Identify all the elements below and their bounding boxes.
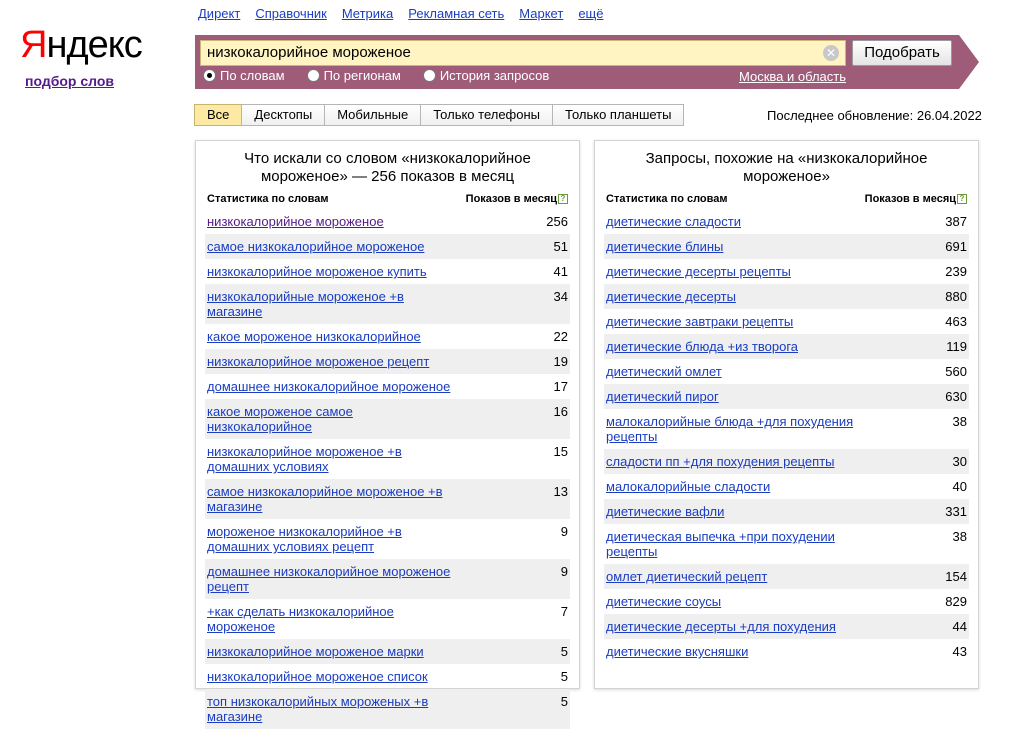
query-link[interactable]: диетический пирог	[606, 389, 719, 404]
query-link[interactable]: низкокалорийное мороженое рецепт	[207, 354, 430, 369]
clear-icon[interactable]: ✕	[823, 45, 839, 61]
query-link[interactable]: диетические вафли	[606, 504, 725, 519]
table-row	[604, 639, 969, 664]
query-link[interactable]: +как сделать низкокалорийное мороженое	[207, 604, 394, 634]
query-link[interactable]: диетический омлет	[606, 364, 722, 379]
query-link[interactable]: диетические сладости	[606, 214, 742, 229]
impressions-count: 41	[553, 264, 568, 279]
table-row	[604, 589, 969, 614]
table-row	[604, 359, 969, 384]
table-row	[604, 499, 969, 524]
search-mode-radios	[203, 68, 549, 83]
table-row	[205, 209, 570, 234]
query-link[interactable]: диетические завтраки рецепты	[606, 314, 794, 329]
device-tabs	[195, 104, 684, 126]
impressions-count: 38	[952, 414, 967, 429]
table-row	[604, 334, 969, 359]
table-row	[205, 599, 570, 639]
impressions-count: 256	[546, 214, 568, 229]
tab-tablets-only[interactable]: Только планшеты	[552, 104, 684, 126]
table-row	[205, 259, 570, 284]
query-link[interactable]: самое низкокалорийное мороженое +в магазине	[207, 484, 443, 514]
table-header	[196, 191, 579, 209]
query-link[interactable]: диетические десерты рецепты	[606, 264, 791, 279]
query-link[interactable]: диетические десерты +для похудения	[606, 619, 836, 634]
top-services-nav	[198, 6, 603, 21]
impressions-count: 40	[952, 479, 967, 494]
nav-link-help[interactable]: Справочник	[255, 6, 327, 21]
impressions-count: 51	[553, 239, 568, 254]
radio-label: История запросов	[439, 68, 550, 83]
table-row	[205, 284, 570, 324]
table-row	[604, 564, 969, 589]
query-link[interactable]: низкокалорийное мороженое марки	[207, 644, 424, 659]
column-header-count: Показов в месяц ?	[466, 191, 568, 209]
panel-title: Что искали со словом «низкокалорийное мороженое» — 256 показов в месяц	[244, 150, 531, 185]
table-row	[205, 639, 570, 664]
impressions-count: 880	[945, 289, 967, 304]
tab-mobile[interactable]: Мобильные	[324, 104, 421, 126]
panel-title: Запросы, похожие на «низкокалорийное мороженое»	[645, 150, 928, 185]
impressions-count: 5	[560, 644, 568, 659]
query-link[interactable]: низкокалорийное мороженое +в домашних условиях	[207, 444, 402, 474]
query-link[interactable]: домашнее низкокалорийное мороженое рецепт	[207, 564, 451, 594]
table-row	[604, 284, 969, 309]
search-input[interactable]: низкокалорийное мороженое	[200, 40, 846, 66]
impressions-count: 9	[560, 564, 568, 579]
query-link[interactable]: малокалорийные блюда +для похудения рецепты	[606, 414, 854, 444]
column-header-count: Показов в месяц ?	[865, 191, 967, 209]
table-row	[604, 309, 969, 334]
impressions-count: 30	[952, 454, 967, 469]
query-link[interactable]: диетические блюда +из творога	[606, 339, 799, 354]
query-link[interactable]: домашнее низкокалорийное мороженое	[207, 379, 451, 394]
table-row	[205, 664, 570, 689]
query-link[interactable]: низкокалорийные мороженое +в магазине	[207, 289, 404, 319]
query-link[interactable]: диетические соусы	[606, 594, 722, 609]
impressions-count: 829	[945, 594, 967, 609]
impressions-count: 7	[560, 604, 568, 619]
query-link[interactable]: малокалорийные сладости	[606, 479, 771, 494]
table-row	[205, 479, 570, 519]
table-row	[604, 234, 969, 259]
impressions-count: 9	[560, 524, 568, 539]
radio-by-words[interactable]	[203, 68, 285, 83]
nav-link-more[interactable]: ещё	[578, 6, 604, 21]
query-link[interactable]: диетическая выпечка +при похудении рецепты	[606, 529, 835, 559]
similar-queries-list	[595, 209, 978, 664]
help-icon[interactable]: ?	[957, 194, 967, 204]
radio-query-history[interactable]	[423, 68, 550, 83]
table-row	[205, 559, 570, 599]
impressions-count: 19	[553, 354, 568, 369]
impressions-count: 34	[553, 289, 568, 304]
table-row	[604, 524, 969, 564]
query-link[interactable]: омлет диетический рецепт	[606, 569, 768, 584]
table-row	[205, 349, 570, 374]
radio-unchecked-icon	[423, 69, 436, 82]
table-row	[604, 259, 969, 284]
service-name-link[interactable]: подбор слов	[25, 73, 115, 89]
query-link[interactable]: диетические вкусняшки	[606, 644, 749, 659]
radio-label: По словам	[220, 68, 285, 83]
word-stats-list	[196, 209, 579, 729]
nav-link-metrika[interactable]: Метрика	[341, 6, 394, 21]
impressions-count: 43	[952, 644, 967, 659]
similar-queries-panel	[594, 140, 979, 689]
table-row	[205, 234, 570, 259]
impressions-count: 44	[952, 619, 967, 634]
tab-phones-only[interactable]: Только телефоны	[420, 104, 553, 126]
query-link[interactable]: низкокалорийное мороженое купить	[207, 264, 427, 279]
radio-by-regions[interactable]	[307, 68, 401, 83]
impressions-count: 22	[553, 329, 568, 344]
query-link[interactable]: топ низкокалорийных мороженых +в магазине	[207, 694, 429, 724]
impressions-count: 560	[945, 364, 967, 379]
impressions-count: 691	[945, 239, 967, 254]
query-link[interactable]: диетические десерты	[606, 289, 736, 304]
impressions-count: 17	[553, 379, 568, 394]
radio-label: По регионам	[323, 68, 401, 83]
help-icon[interactable]: ?	[558, 194, 568, 204]
nav-link-market[interactable]: Маркет	[519, 6, 564, 21]
pick-words-button[interactable]: Подобрать	[852, 40, 952, 66]
table-row	[205, 689, 570, 729]
table-row	[604, 384, 969, 409]
impressions-count: 5	[560, 694, 568, 709]
query-link[interactable]: диетические блины	[606, 239, 724, 254]
table-row	[604, 614, 969, 639]
region-link[interactable]: Москва и область	[739, 69, 847, 84]
query-link[interactable]: низкокалорийное мороженое список	[207, 669, 428, 684]
column-header-words: Статистика по словам	[207, 193, 329, 205]
radio-unchecked-icon	[307, 69, 320, 82]
tab-all[interactable]: Все	[194, 104, 242, 126]
word-stats-panel	[195, 140, 580, 724]
yandex-logo[interactable]	[20, 26, 142, 64]
table-row	[205, 519, 570, 559]
impressions-count: 15	[553, 444, 568, 459]
impressions-count: 16	[553, 404, 568, 419]
query-link[interactable]: мороженое низкокалорийное +в домашних условиях рецепт	[207, 524, 402, 554]
impressions-count: 154	[945, 569, 967, 584]
table-row	[604, 474, 969, 499]
nav-link-ad-network[interactable]: Рекламная сеть	[408, 6, 505, 21]
impressions-count: 239	[945, 264, 967, 279]
impressions-count: 463	[945, 314, 967, 329]
nav-link-direct[interactable]: Директ	[198, 6, 241, 21]
logo-rest: ндекс	[46, 24, 142, 66]
table-header	[595, 191, 978, 209]
query-link[interactable]: низкокалорийное мороженое	[207, 214, 384, 229]
query-link[interactable]: самое низкокалорийное мороженое	[207, 239, 425, 254]
table-row	[604, 409, 969, 449]
impressions-count: 13	[553, 484, 568, 499]
table-row	[205, 439, 570, 479]
impressions-count: 5	[560, 669, 568, 684]
query-link[interactable]: какое мороженое самое низкокалорийное	[207, 404, 353, 434]
impressions-count: 119	[946, 339, 967, 354]
impressions-count: 387	[945, 214, 967, 229]
last-updated: Последнее обновление: 26.04.2022	[767, 108, 982, 123]
table-row	[604, 449, 969, 474]
table-row	[205, 374, 570, 399]
impressions-count: 630	[945, 389, 967, 404]
table-row	[205, 324, 570, 349]
table-row	[205, 399, 570, 439]
query-link[interactable]: сладости пп +для похудения рецепты	[606, 454, 835, 469]
tab-desktops[interactable]: Десктопы	[241, 104, 325, 126]
column-header-words: Статистика по словам	[606, 193, 728, 205]
logo-first-letter: Я	[20, 24, 47, 66]
table-row	[604, 209, 969, 234]
impressions-count: 331	[945, 504, 967, 519]
impressions-count: 38	[952, 529, 967, 544]
radio-checked-icon	[203, 69, 216, 82]
query-link[interactable]: какое мороженое низкокалорийное	[207, 329, 421, 344]
